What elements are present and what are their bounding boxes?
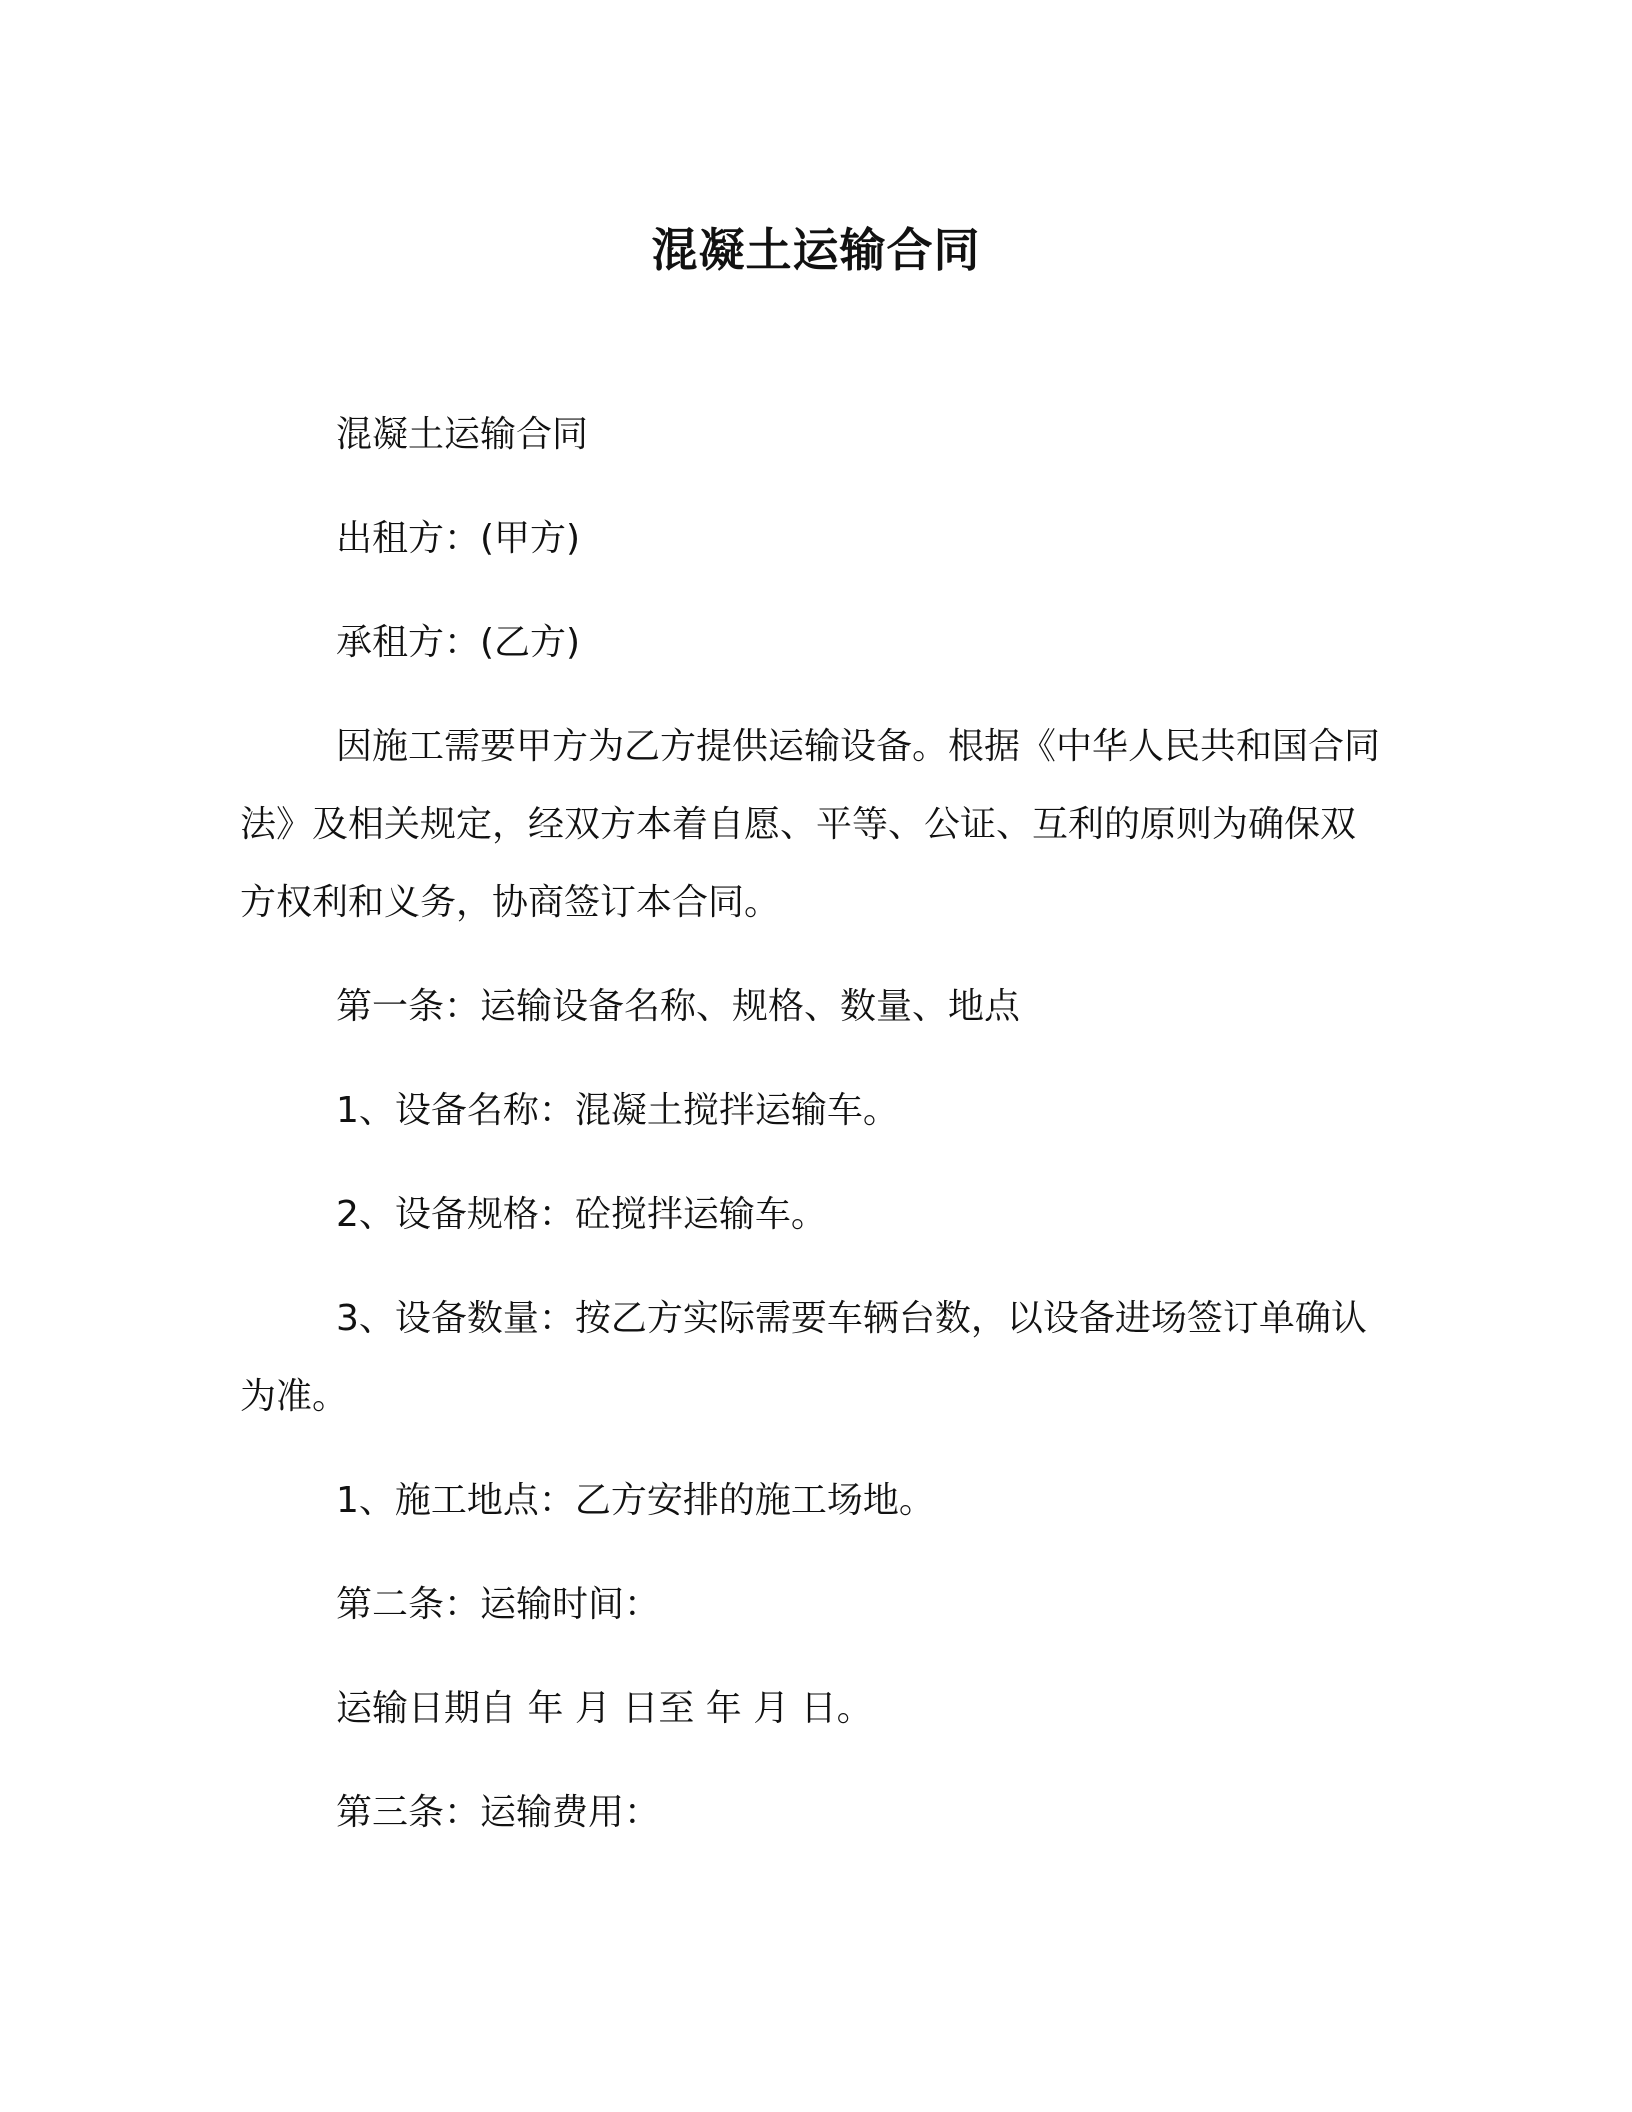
paragraph-transport-date: 运输日期自 年 月 日至 年 月 日。 [336, 1688, 873, 1729]
paragraph-lessee: 承租方：(乙方) [336, 622, 581, 663]
paragraph-construction-site: 1、施工地点：乙方安排的施工场地。 [336, 1480, 935, 1521]
document-title: 混凝土运输合同 [651, 223, 981, 277]
paragraph-heading: 混凝土运输合同 [336, 414, 589, 455]
paragraph-equipment-spec: 2、设备规格：砼搅拌运输车。 [336, 1194, 827, 1235]
paragraph-equipment-name: 1、设备名称：混凝土搅拌运输车。 [336, 1090, 899, 1131]
paragraph-article-2: 第二条：运输时间： [336, 1584, 661, 1625]
paragraph-article-3: 第三条：运输费用： [336, 1792, 661, 1833]
paragraph-lessor: 出租方：(甲方) [336, 518, 581, 559]
document-body [240, 396, 1390, 1878]
paragraph-preamble: 因施工需要甲方为乙方提供运输设备。根据《中华人民共和国合同法》及相关规定，经双方本着自愿、平等、公证、互利的原则为确保双方权利和义务，协商签订本合同。 [240, 726, 1381, 923]
paragraph-equipment-quantity: 3、设备数量：按乙方实际需要车辆台数，以设备进场签订单确认为准。 [240, 1298, 1367, 1417]
paragraph-article-1: 第一条：运输设备名称、规格、数量、地点 [336, 986, 1021, 1027]
